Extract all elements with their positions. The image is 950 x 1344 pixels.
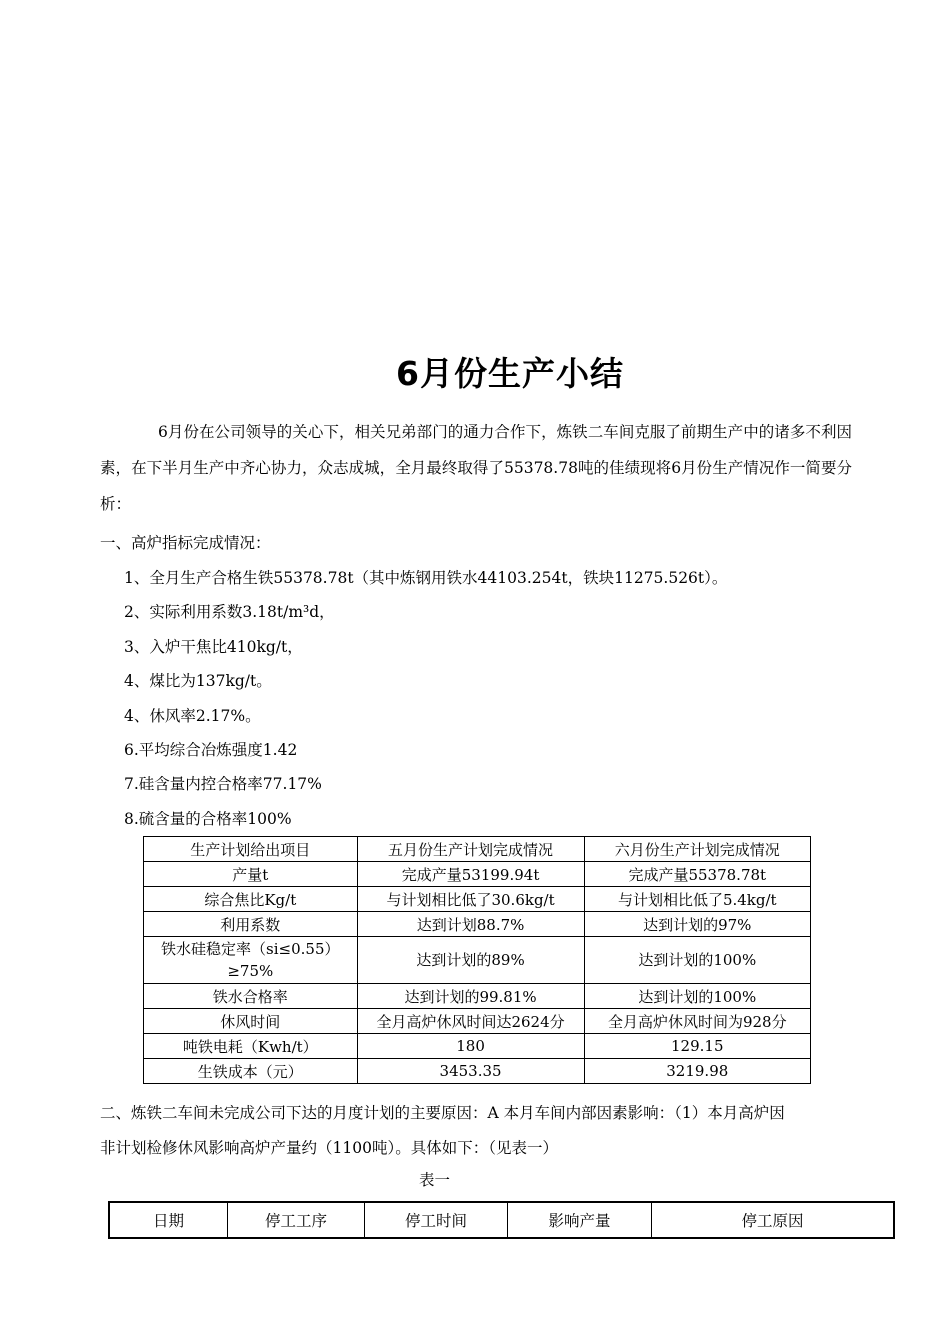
- list-item: 7.硅含量内控合格率77.17%: [124, 775, 322, 793]
- table-cell: 3219.98: [584, 1059, 810, 1084]
- table-header-cell: 停工时间: [365, 1202, 508, 1238]
- table-cell: 达到计划88.7%: [357, 912, 584, 937]
- table-cell: 完成产量53199.94t: [357, 862, 584, 887]
- table-cell: 利用系数: [144, 912, 358, 937]
- table-row: [144, 862, 811, 887]
- list-item: 2、实际利用系数3.18t/m³d，: [124, 603, 335, 621]
- table-row: [144, 1034, 811, 1059]
- list-item: 8.硫含量的合格率100%: [124, 810, 292, 828]
- table-header-cell: 五月份生产计划完成情况: [357, 837, 584, 862]
- table-cell: 180: [357, 1034, 584, 1059]
- table-cell: 与计划相比低了30.6kg/t: [357, 887, 584, 912]
- section1-heading: 一、高炉指标完成情况：: [100, 534, 271, 552]
- table-header-row: [109, 1202, 894, 1238]
- list-item: 6.平均综合冶炼强度1.42: [124, 741, 298, 759]
- shutdown-table: [108, 1201, 895, 1239]
- table-cell: 129.15: [584, 1034, 810, 1059]
- production-plan-table: [143, 836, 811, 1084]
- table-header-cell: 停工工序: [228, 1202, 365, 1238]
- table-header-cell: 日期: [109, 1202, 228, 1238]
- table-cell: 达到计划的97%: [584, 912, 810, 937]
- section2-line-1: 二、炼铁二车间未完成公司下达的月度计划的主要原因：A 本月车间内部因素影响：（1）本月高炉因: [100, 1104, 785, 1122]
- table-row: [144, 912, 811, 937]
- table-row: [144, 887, 811, 912]
- table-cell: 与计划相比低了5.4kg/t: [584, 887, 810, 912]
- table-cell: 吨铁电耗（Kwh/t）: [144, 1034, 358, 1059]
- table-header-row: [144, 837, 811, 862]
- table-cell: 达到计划的99.81%: [357, 984, 584, 1009]
- table1-caption: 表一: [419, 1171, 451, 1189]
- table-cell: 3453.35: [357, 1059, 584, 1084]
- list-item: 4、煤比为137kg/t。: [124, 672, 272, 690]
- table-cell: 达到计划的100%: [584, 937, 810, 984]
- table-row: [144, 1059, 811, 1084]
- table-cell: 全月高炉休风时间为928分: [584, 1009, 810, 1034]
- table-row: [144, 937, 811, 984]
- table-cell: 产量t: [144, 862, 358, 887]
- section2-line-2: 非计划检修休风影响高炉产量约（1100吨）。具体如下：（见表一）: [100, 1139, 558, 1157]
- table-cell: 达到计划的89%: [357, 937, 584, 984]
- page-title: 6月份生产小结: [396, 354, 624, 393]
- table-header-cell: 生产计划给出项目: [144, 837, 358, 862]
- table-row: [144, 1009, 811, 1034]
- intro-paragraph: 6月份在公司领导的关心下，相关兄弟部门的通力合作下，炼铁二车间克服了前期生产中的诸多不利因素，在下半月生产中齐心协力，众志成城，全月最终取得了55378.78吨的佳绩现将6月份生产情况作一简要分析：: [100, 423, 852, 513]
- table-cell: 达到计划的100%: [584, 984, 810, 1009]
- list-item: 1、全月生产合格生铁55378.78t（其中炼钢用铁水44103.254t，铁块11275.526t）。: [124, 569, 728, 587]
- table-cell: 综合焦比Kg/t: [144, 887, 358, 912]
- table-row: [144, 984, 811, 1009]
- table-cell: 完成产量55378.78t: [584, 862, 810, 887]
- table-cell: 全月高炉休风时间达2624分: [357, 1009, 584, 1034]
- table-header-cell: 停工原因: [652, 1202, 895, 1238]
- table-header-cell: 六月份生产计划完成情况: [584, 837, 810, 862]
- table-cell: 铁水硅稳定率（si≤0.55）≥75%: [144, 937, 358, 984]
- table-header-cell: 影响产量: [508, 1202, 652, 1238]
- table-cell: 生铁成本（元）: [144, 1059, 358, 1084]
- table-cell: 休风时间: [144, 1009, 358, 1034]
- table-cell: 铁水合格率: [144, 984, 358, 1009]
- list-item: 3、入炉干焦比410kg/t，: [124, 638, 303, 656]
- list-item: 4、休风率2.17%。: [124, 707, 261, 725]
